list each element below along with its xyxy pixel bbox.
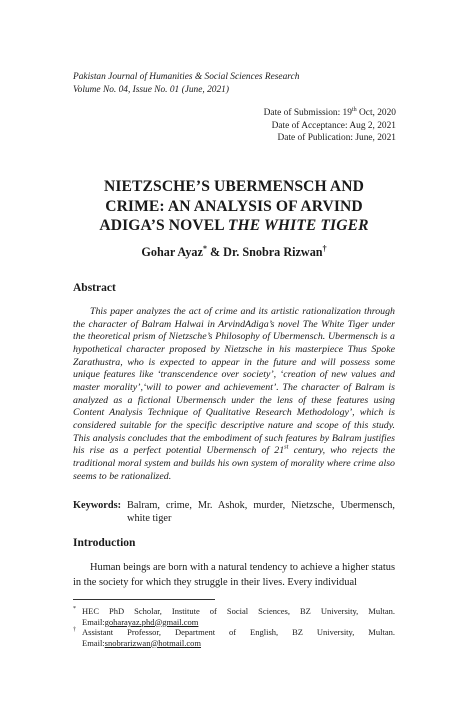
paper-title [73,177,395,236]
author-1: Gohar Ayaz [141,245,203,259]
publication-date: Date of Publication: June, 2021 [277,133,396,143]
novel-title: THE WHITE TIGER [227,217,369,234]
footnote-1 [73,606,395,627]
title-line-1: NIETZSCHE’S UBERMENSCH AND [104,178,364,195]
author-2-mark: † [322,243,327,253]
footnote-2-email: Email:snobrarizwan@hotmail.com [82,637,202,648]
footnote-2-mark: † [73,627,76,633]
introduction-heading: Introduction [73,537,136,549]
journal-volume: Volume No. 04, Issue No. 01 (June, 2021) [73,85,229,95]
title-line-2: CRIME: AN ANALYSIS OF ARVIND [105,197,363,215]
journal-header [73,71,299,97]
footnote-2 [73,627,395,648]
journal-name: Pakistan Journal of Humanities & Social Sciences Research [73,72,300,82]
introduction-body: Human beings are born with a natural tendency to achieve a higher status in the society for which they struggle in their lives. Every individual [73,562,395,588]
footnote-divider [73,599,215,600]
footnote-1-affiliation: HEC PhD Scholar, Institute of Social Sciences, BZ University, Multan. [82,606,395,616]
authors: Gohar Ayaz* & Dr. Snobra Rizwan† [141,243,327,259]
email-link-1[interactable]: goharayaz.phd@gmail.com [104,616,199,627]
author-2: Dr. Snobra Rizwan [223,245,323,259]
abstract-body: This paper analyzes the act of crime and its artistic rationalization through the character of Balram Halwai in ArvindAdiga’s novel The White Tiger under the theoretical prism of Nietzsche’s Philosophy of Ubermensch. Ubermensch is a hypothetical character proposed by Nietzsche in his masterpiece Thus Spoke Zarathustra, who is expected to appear in the future and will possess some unique features like ‘transcendence over society’, ‘creation of new values and master morality’,‘will to power and achievement’. The character of Balram is analyzed as a fictional Ubermensch under the lens of these features using Content Analysis Technique of Qualitative Research Methodology’, which is considered suitable for the specific descriptive nature and scope of this study. This analysis concludes that the embodiment of such features by Balram justifies his rise as a perfect potential Ubermensch of 21st century, who rejects the traditional moral system and builds his own system of morality where crime also seems to be rationalized. [73,306,395,482]
keywords-text: Balram, crime, Mr. Ashok, murder, Nietzsche, Ubermensch, white tiger [127,500,395,524]
author-1-mark: * [202,243,207,253]
footnote-1-email: Email:goharayaz.phd@gmail.com [82,616,199,627]
keywords [73,500,395,526]
footnote-1-mark: * [73,606,76,612]
publication-dates [264,107,396,145]
title-line-3: ADIGA’S NOVEL THE WHITE TIGER [99,217,369,234]
submission-date: Date of Submission: 19th Oct, 2020 [263,106,396,118]
acceptance-date: Date of Acceptance: Aug 2, 2021 [271,120,396,131]
footnote-2-affiliation: Assistant Professor, Department of English, BZ University, Multan. [82,627,395,637]
abstract-heading: Abstract [73,282,116,294]
email-link-2[interactable]: snobrarizwan@hotmail.com [104,637,202,648]
keywords-label: Keywords: [73,500,122,511]
